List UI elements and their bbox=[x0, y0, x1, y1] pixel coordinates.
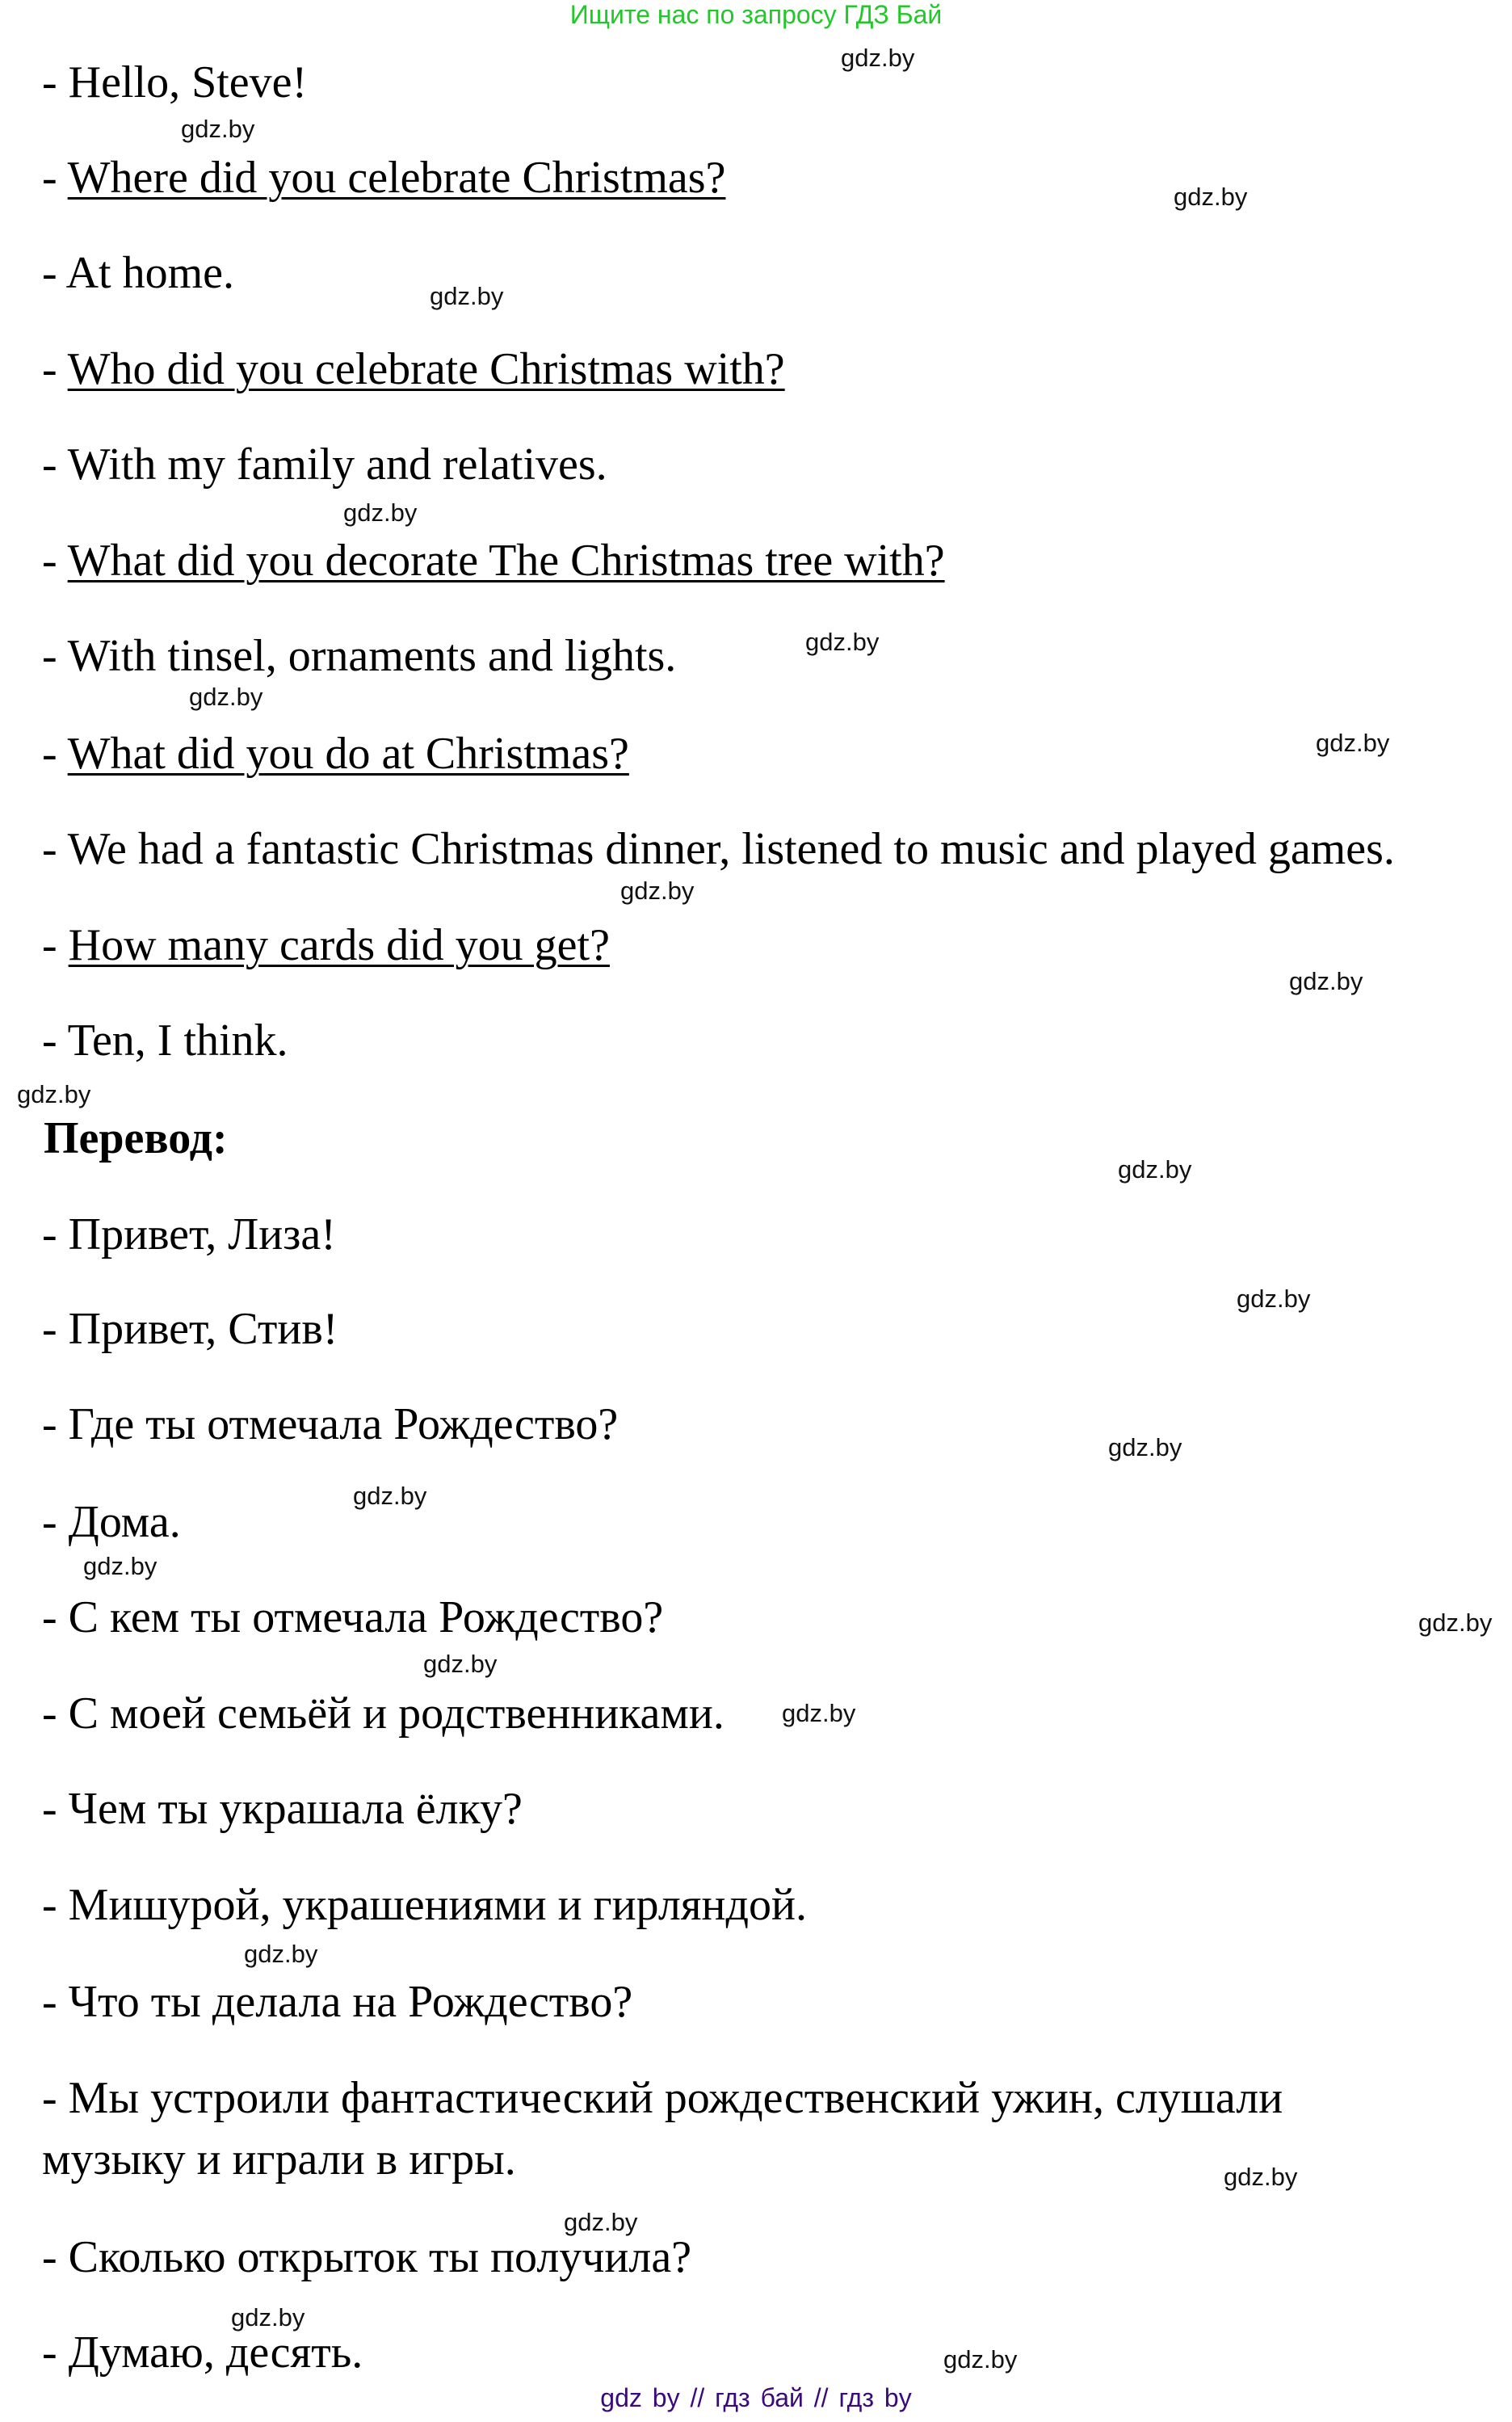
dash: - bbox=[42, 1977, 69, 2027]
dialogue-line-question bbox=[42, 152, 725, 204]
dialogue-text: We had a fantastic Christmas dinner, listened to music and played games. bbox=[67, 824, 1395, 874]
watermark: gdz.by bbox=[189, 683, 263, 711]
translation-text: С моей семьёй и родственниками. bbox=[68, 1688, 724, 1739]
dialogue-line bbox=[42, 1015, 288, 1066]
translation-text: Мы устроили фантастический рождественский ужин, слушали bbox=[68, 2073, 1283, 2123]
dialogue-line bbox=[42, 823, 1395, 875]
translation-line bbox=[42, 2327, 363, 2378]
dash: - bbox=[42, 631, 68, 681]
translation-text: Чем ты украшала ёлку? bbox=[68, 1784, 523, 1834]
translation-text: Сколько открыток ты получила? bbox=[68, 2232, 692, 2282]
translation-line bbox=[42, 1398, 618, 1450]
translation-text: С кем ты отмечала Рождество? bbox=[68, 1592, 664, 1642]
dash: - bbox=[42, 536, 68, 586]
watermark: gdz.by bbox=[1108, 1433, 1182, 1461]
translation-text: музыку и играли в игры. bbox=[42, 2134, 516, 2184]
dialogue-line-question bbox=[42, 535, 945, 587]
dialogue-text: With my family and relatives. bbox=[67, 439, 607, 490]
translation-text: Привет, Лиза! bbox=[68, 1209, 336, 1259]
translation-line bbox=[42, 1976, 632, 2028]
dialogue-line-question bbox=[42, 728, 629, 780]
question-text: Where did you celebrate Christmas? bbox=[67, 153, 726, 203]
watermark: gdz.by bbox=[943, 2345, 1018, 2374]
watermark: gdz.by bbox=[1316, 729, 1390, 757]
watermark: gdz.by bbox=[181, 115, 255, 143]
dash: - bbox=[42, 1497, 69, 1547]
translation-line bbox=[42, 2231, 691, 2283]
watermark: gdz.by bbox=[782, 1699, 856, 1727]
translation-line bbox=[42, 1592, 663, 1643]
dialogue-line bbox=[42, 247, 234, 299]
watermark: gdz.by bbox=[1289, 967, 1363, 995]
question-text: What did you decorate The Christmas tree with? bbox=[67, 536, 945, 586]
dash: - bbox=[42, 1209, 69, 1259]
dialogue-line bbox=[42, 439, 607, 490]
search-banner: Ищите нас по запросу ГДЗ Бай bbox=[569, 0, 943, 29]
dash: - bbox=[42, 729, 68, 779]
watermark: gdz.by bbox=[564, 2208, 638, 2236]
translation-line bbox=[42, 1303, 338, 1355]
dash: - bbox=[42, 344, 68, 394]
translation-title: Перевод: bbox=[44, 1113, 228, 1163]
dash: - bbox=[42, 439, 68, 490]
question-text: Who did you celebrate Christmas with? bbox=[67, 344, 785, 394]
watermark: gdz.by bbox=[1224, 2163, 1298, 2191]
watermark: gdz.by bbox=[1237, 1285, 1311, 1313]
dialogue-text: Hello, Steve! bbox=[68, 57, 308, 107]
dash: - bbox=[42, 1015, 68, 1066]
translation-line bbox=[42, 1496, 181, 1548]
translation-line bbox=[42, 1879, 807, 1931]
watermark: gdz.by bbox=[231, 2303, 305, 2332]
question-text: How many cards did you get? bbox=[68, 920, 610, 970]
dash: - bbox=[42, 824, 68, 874]
watermark: gdz.by bbox=[1418, 1608, 1493, 1637]
translation-line bbox=[42, 1688, 724, 1739]
watermark: gdz.by bbox=[423, 1650, 498, 1678]
translation-text: Привет, Стив! bbox=[68, 1304, 338, 1354]
dash: - bbox=[42, 248, 66, 298]
watermark: gdz.by bbox=[83, 1552, 158, 1580]
translation-text: Что ты делала на Рождество? bbox=[68, 1977, 633, 2027]
dialogue-text: With tinsel, ornaments and lights. bbox=[67, 631, 677, 681]
dash: - bbox=[42, 2073, 69, 2123]
dialogue-line-question bbox=[42, 919, 610, 971]
dash: - bbox=[42, 1592, 69, 1642]
translation-line bbox=[42, 2072, 1283, 2124]
dash: - bbox=[42, 1784, 69, 1834]
dash: - bbox=[42, 2232, 69, 2282]
watermark: gdz.by bbox=[1174, 183, 1248, 211]
dash: - bbox=[42, 1688, 69, 1739]
translation-text: Мишурой, украшениями и гирляндой. bbox=[68, 1880, 807, 1930]
watermark: gdz.by bbox=[244, 1940, 318, 1968]
question-text: What did you do at Christmas? bbox=[67, 729, 629, 779]
translation-line bbox=[42, 1783, 523, 1835]
dialogue-line-question bbox=[42, 343, 785, 395]
translation-text: Где ты отмечала Рождество? bbox=[68, 1399, 619, 1449]
dash: - bbox=[42, 2327, 69, 2378]
dialogue-line bbox=[42, 630, 676, 682]
watermark: gdz.by bbox=[353, 1482, 427, 1510]
watermark: gdz.by bbox=[1118, 1155, 1192, 1184]
footer-links: gdz by // гдз бай // гдз by bbox=[600, 2383, 912, 2412]
watermark: gdz.by bbox=[841, 44, 915, 72]
translation-line bbox=[42, 1209, 336, 1260]
dash: - bbox=[42, 1880, 69, 1930]
translation-text: Думаю, десять. bbox=[68, 2327, 363, 2378]
watermark: gdz.by bbox=[17, 1080, 91, 1108]
dialogue-text: Ten, I think. bbox=[67, 1015, 288, 1066]
translation-text: Дома. bbox=[68, 1497, 181, 1547]
dash: - bbox=[42, 1304, 69, 1354]
watermark: gdz.by bbox=[430, 282, 504, 310]
translation-line-continuation bbox=[42, 2134, 516, 2185]
dash: - bbox=[42, 1399, 69, 1449]
dash: - bbox=[42, 153, 68, 203]
dash: - bbox=[42, 920, 69, 970]
dialogue-line bbox=[42, 57, 307, 108]
dash: - bbox=[42, 57, 69, 107]
watermark: gdz.by bbox=[805, 628, 880, 656]
dialogue-text: At home. bbox=[65, 248, 234, 298]
watermark: gdz.by bbox=[343, 498, 418, 527]
watermark: gdz.by bbox=[620, 877, 695, 905]
